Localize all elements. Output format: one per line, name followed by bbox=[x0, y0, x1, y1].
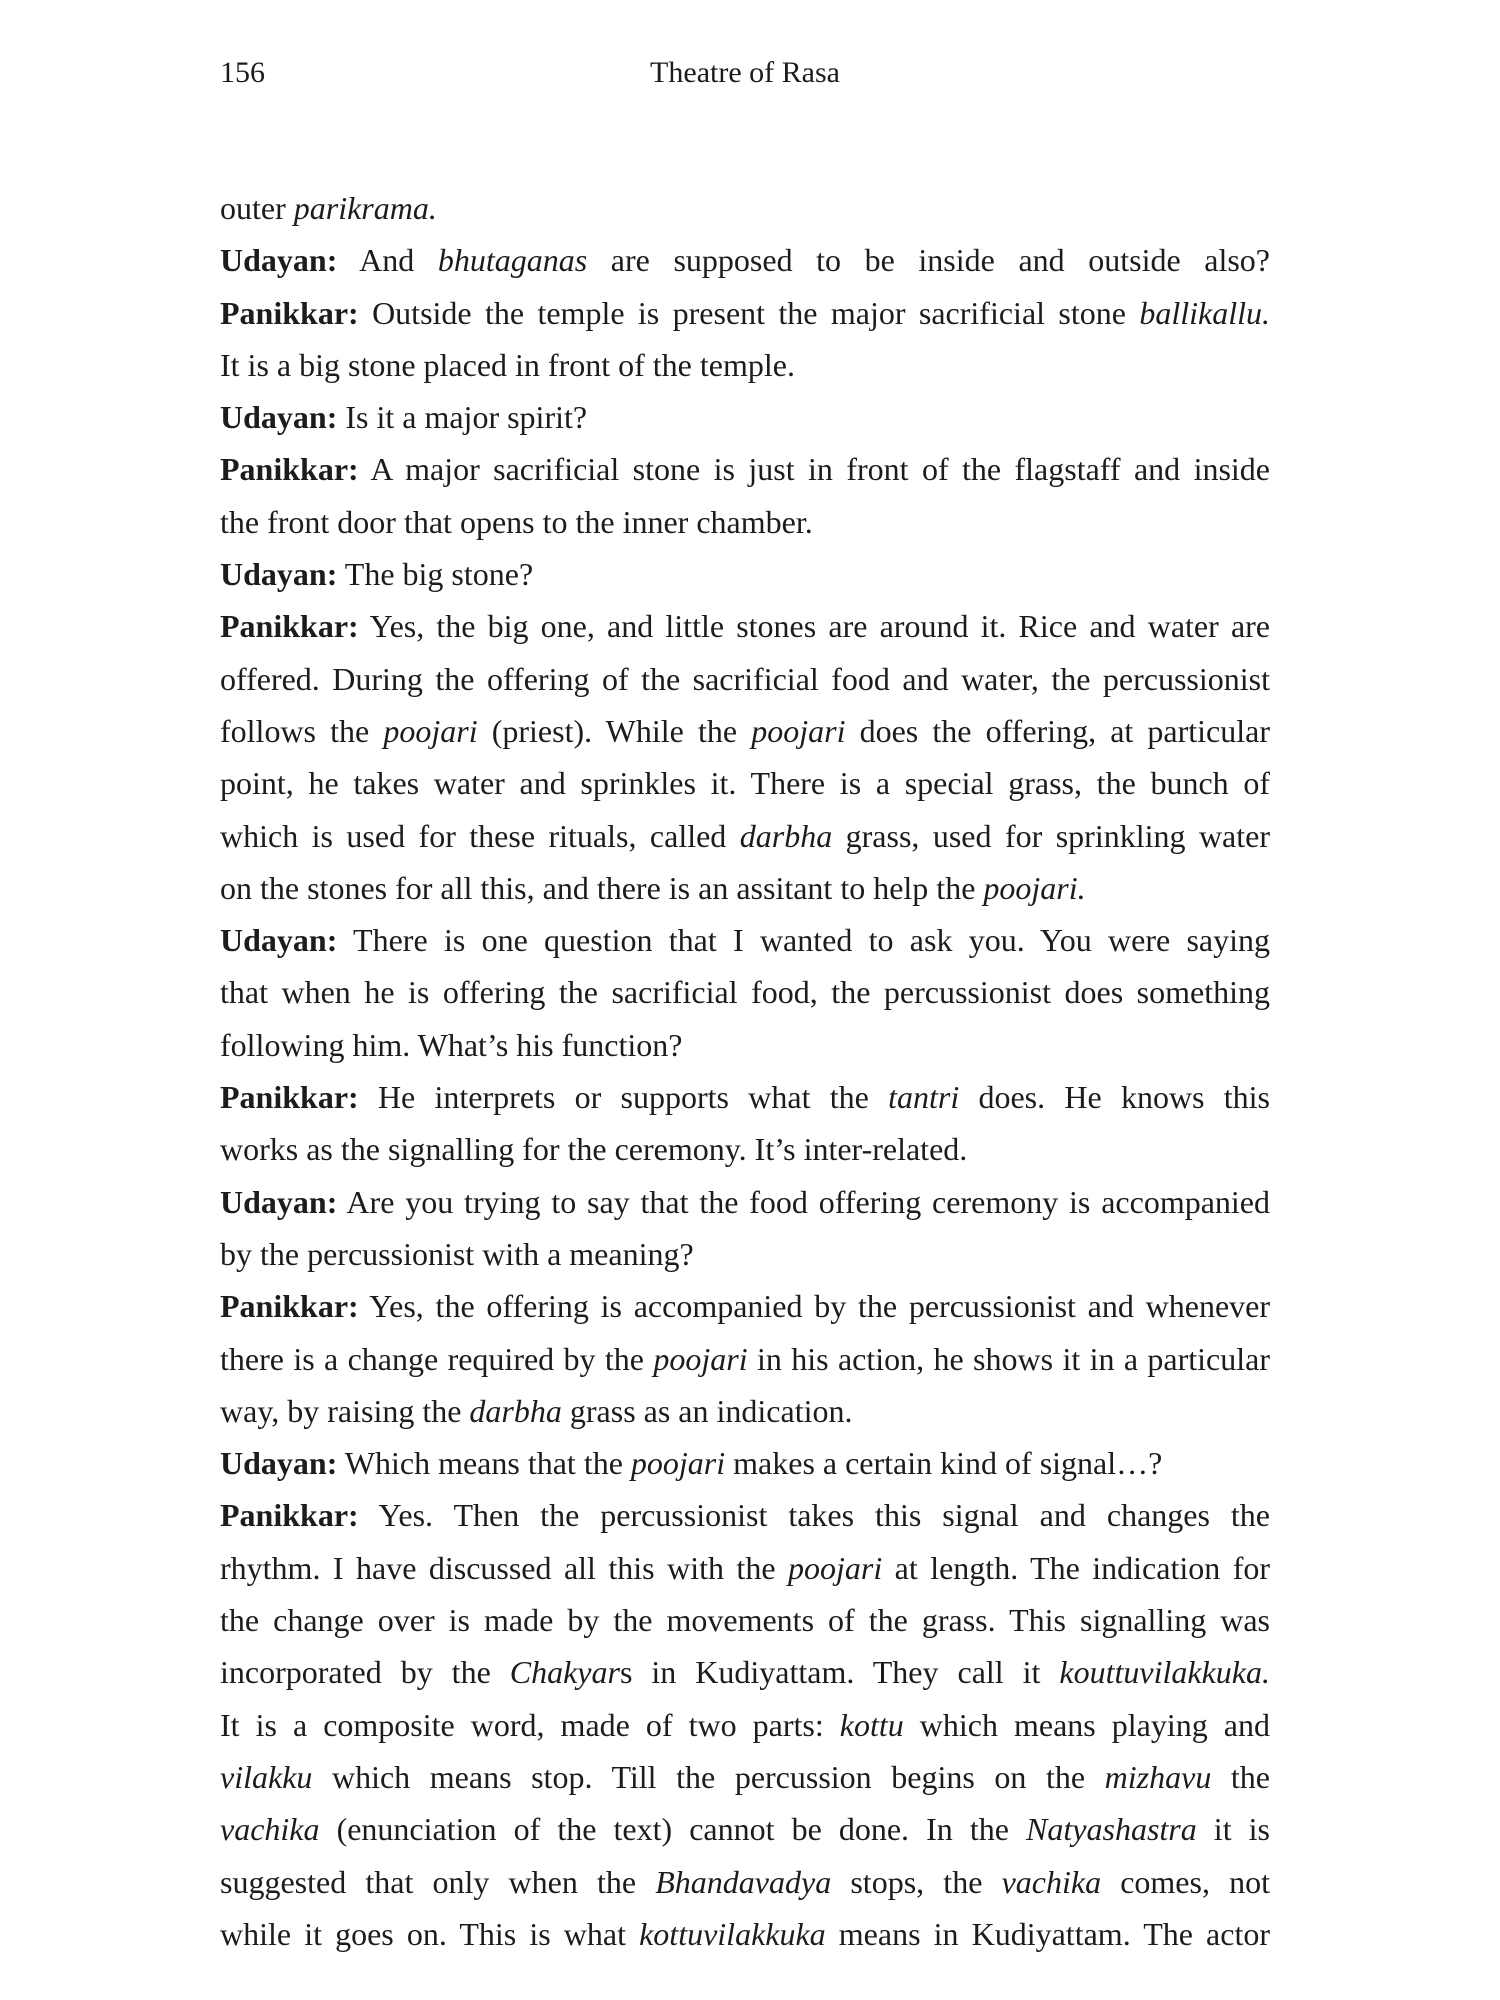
text-line: Udayan: Is it a major spirit? bbox=[220, 399, 588, 436]
text-line: rhythm. I have discussed all this with the poojari at length. The indication for bbox=[220, 1549, 1270, 1586]
speaker-panikkar: Panikkar: bbox=[220, 294, 359, 331]
speaker-panikkar: Panikkar: bbox=[220, 451, 359, 488]
text-line: vilakku which means stop. Till the percussion begins on the mizhavu the bbox=[220, 1758, 1270, 1795]
text-line: It is a composite word, made of two parts: kottu which means playing and bbox=[220, 1706, 1270, 1743]
text-line: follows the poojari (priest). While the poojari does the offering, at particular bbox=[220, 712, 1270, 749]
text-line: while it goes on. This is what kottuvilakkuka means in Kudiyattam. The actor bbox=[220, 1915, 1270, 1952]
text-line: that when he is offering the sacrificial food, the percussionist does something bbox=[220, 974, 1270, 1011]
text-line: Udayan: The big stone? bbox=[220, 556, 534, 593]
speaker-panikkar: Panikkar: bbox=[220, 1497, 359, 1534]
running-head bbox=[220, 56, 1270, 96]
text-line: incorporated by the Chakyars in Kudiyattam. They call it kouttuvilakkuka. bbox=[220, 1654, 1270, 1691]
text-line: Udayan: Are you trying to say that the food offering ceremony is accompanied bbox=[220, 1183, 1270, 1220]
text-line: Udayan: And bhutaganas are supposed to be inside and outside also? bbox=[220, 242, 1270, 279]
body-text bbox=[220, 182, 1270, 1960]
text-line: there is a change required by the poojari in his action, he shows it in a particular bbox=[220, 1340, 1270, 1377]
text-line: Panikkar: Yes, the offering is accompanied by the percussionist and whenever bbox=[220, 1288, 1270, 1325]
text-line: suggested that only when the Bhandavadya stops, the vachika comes, not bbox=[220, 1863, 1270, 1900]
speaker-udayan: Udayan: bbox=[220, 1445, 338, 1482]
text-line: Panikkar: Outside the temple is present the major sacrificial stone ballikallu. bbox=[220, 294, 1270, 331]
text-line: following him. What’s his function? bbox=[220, 1026, 683, 1063]
speaker-udayan: Udayan: bbox=[220, 399, 338, 436]
speaker-panikkar: Panikkar: bbox=[220, 608, 359, 645]
text-line: Udayan: Which means that the poojari makes a certain kind of signal…? bbox=[220, 1445, 1163, 1482]
text-line: Panikkar: Yes. Then the percussionist takes this signal and changes the bbox=[220, 1497, 1270, 1534]
text-line: by the percussionist with a meaning? bbox=[220, 1235, 694, 1272]
text-line: which is used for these rituals, called darbha grass, used for sprinkling water bbox=[220, 817, 1270, 854]
text-line: Udayan: There is one question that I wanted to ask you. You were saying bbox=[220, 922, 1270, 959]
text-line: Panikkar: He interprets or supports what the tantri does. He knows this bbox=[220, 1079, 1270, 1116]
text-line: It is a big stone placed in front of the temple. bbox=[220, 346, 795, 383]
speaker-panikkar: Panikkar: bbox=[220, 1288, 359, 1325]
text-line: way, by raising the darbha grass as an indication. bbox=[220, 1392, 853, 1429]
text-line: Panikkar: A major sacrificial stone is just in front of the flagstaff and inside bbox=[220, 451, 1270, 488]
text-line: Panikkar: Yes, the big one, and little stones are around it. Rice and water are bbox=[220, 608, 1270, 645]
text-line: vachika (enunciation of the text) cannot be done. In the Natyashastra it is bbox=[220, 1811, 1270, 1848]
text-line: on the stones for all this, and there is an assitant to help the poojari. bbox=[220, 869, 1086, 906]
speaker-udayan: Udayan: bbox=[220, 242, 338, 279]
page-number: 156 bbox=[220, 56, 265, 89]
text-line: point, he takes water and sprinkles it. There is a special grass, the bunch of bbox=[220, 765, 1270, 802]
text-line: the front door that opens to the inner chamber. bbox=[220, 503, 813, 540]
text-line: the change over is made by the movements of the grass. This signalling was bbox=[220, 1602, 1270, 1639]
speaker-udayan: Udayan: bbox=[220, 922, 338, 959]
running-title: Theatre of Rasa bbox=[650, 56, 840, 89]
speaker-udayan: Udayan: bbox=[220, 556, 338, 593]
text-line: outer parikrama. bbox=[220, 190, 437, 226]
speaker-panikkar: Panikkar: bbox=[220, 1079, 359, 1116]
text-line: works as the signalling for the ceremony. It’s inter-related. bbox=[220, 1131, 968, 1168]
speaker-udayan: Udayan: bbox=[220, 1183, 338, 1220]
text-line: offered. During the offering of the sacrificial food and water, the percussionist bbox=[220, 660, 1270, 697]
